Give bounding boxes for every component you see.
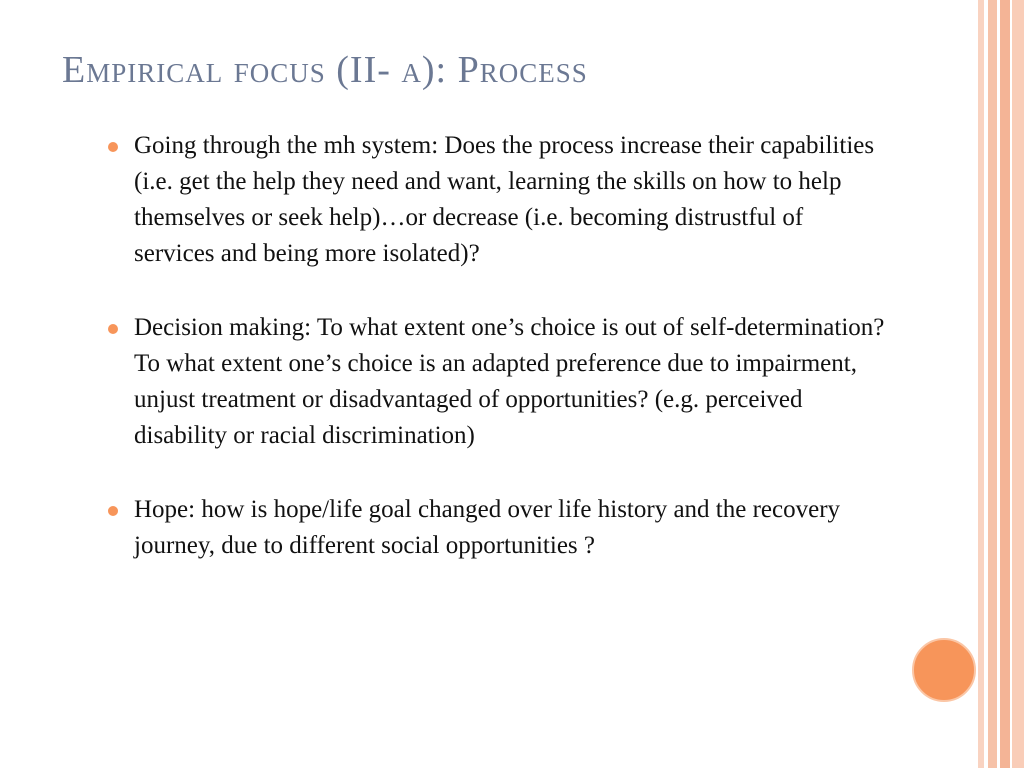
decorative-stripe [1000, 0, 1010, 768]
decorative-stripe [988, 0, 997, 768]
bullet-item-hope [108, 492, 888, 564]
bullet-list [108, 128, 888, 564]
bullet-item-process [108, 128, 888, 272]
bullet-dot-icon [108, 324, 118, 334]
bullet-text: Decision making: To what extent one’s choice is out of self-determination? To what extent one’s choice is an adapted preference due to impairment, unjust treatment or disadvantaged of opportunities? (e.g. perceived disability or racial discrimination) [134, 314, 885, 449]
decorative-stripe [1012, 0, 1024, 768]
bullet-dot-icon [108, 506, 118, 516]
bullet-text: Hope: how is hope/life goal changed over life history and the recovery journey, due to different social opportunities ? [134, 496, 841, 559]
bullet-item-decision-making [108, 310, 888, 454]
bullet-text: Going through the mh system: Does the process increase their capabilities (i.e. get the help they need and want, learning the skills on how to help themselves or seek help)…or decrease (i.e. becoming distrustful of services and being more isolated)? [134, 132, 875, 267]
orange-circle-decoration [912, 638, 976, 702]
slide-title: Empirical focus (II- a): Process [62, 49, 588, 91]
bullet-dot-icon [108, 142, 118, 152]
